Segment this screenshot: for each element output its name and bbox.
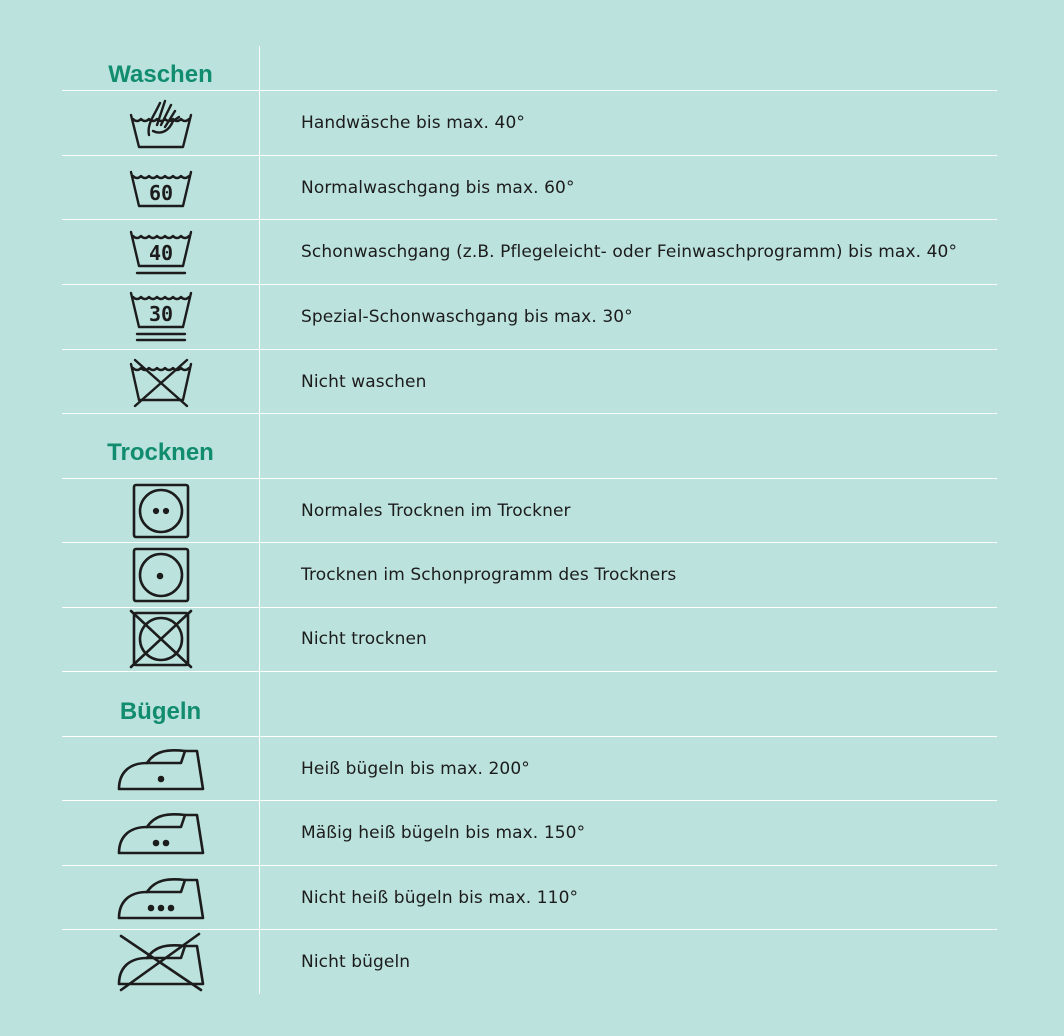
care-label: Nicht bügeln [301, 952, 411, 972]
hand-wash-icon [62, 91, 259, 155]
do-not-wash-icon [62, 350, 259, 414]
wash-temperature-text: 60 [148, 181, 173, 205]
care-row [62, 866, 997, 930]
iron-high-heat-icon [62, 737, 259, 801]
wash-temperature-text: 40 [148, 241, 173, 265]
section-heading-waschen: Waschen [108, 61, 213, 88]
section-heading-trocknen: Trocknen [107, 439, 214, 466]
care-row [62, 156, 997, 220]
care-label: Nicht waschen [301, 372, 427, 392]
care-row [62, 737, 997, 801]
care-row [62, 91, 997, 155]
tumble-dry-gentle-icon [62, 543, 259, 607]
care-row [62, 285, 997, 349]
care-label: Schonwaschgang (z.B. Pflegeleicht- oder Feinwaschprogramm) bis max. 40° [301, 242, 958, 262]
care-label: Nicht heiß bügeln bis max. 110° [301, 888, 579, 908]
care-label: Normalwaschgang bis max. 60° [301, 178, 575, 198]
iron-medium-heat-icon [62, 801, 259, 865]
tumble-dry-normal-icon [62, 479, 259, 543]
wash-temperature-text: 30 [148, 302, 173, 326]
care-label: Spezial-Schonwaschgang bis max. 30° [301, 307, 633, 327]
care-row [62, 220, 997, 284]
care-row [62, 479, 997, 543]
care-label: Heiß bügeln bis max. 200° [301, 759, 530, 779]
wash-60-icon [62, 156, 259, 220]
row-divider [62, 671, 997, 672]
wash-30-special-gentle-icon [62, 285, 259, 349]
care-row [62, 801, 997, 865]
care-label: Nicht trocknen [301, 629, 427, 649]
care-label: Mäßig heiß bügeln bis max. 150° [301, 823, 586, 843]
do-not-iron-icon [62, 930, 259, 994]
care-label: Handwäsche bis max. 40° [301, 113, 525, 133]
do-not-tumble-dry-icon [62, 607, 259, 671]
care-row [62, 350, 997, 414]
care-row [62, 930, 997, 994]
care-row [62, 543, 997, 607]
iron-low-heat-icon [62, 866, 259, 930]
care-label: Trocknen im Schonprogramm des Trockners [301, 565, 677, 585]
care-row [62, 607, 997, 671]
section-heading-buegeln: Bügeln [119, 698, 202, 725]
care-label: Normales Trocknen im Trockner [301, 501, 571, 521]
wash-40-gentle-icon [62, 220, 259, 284]
